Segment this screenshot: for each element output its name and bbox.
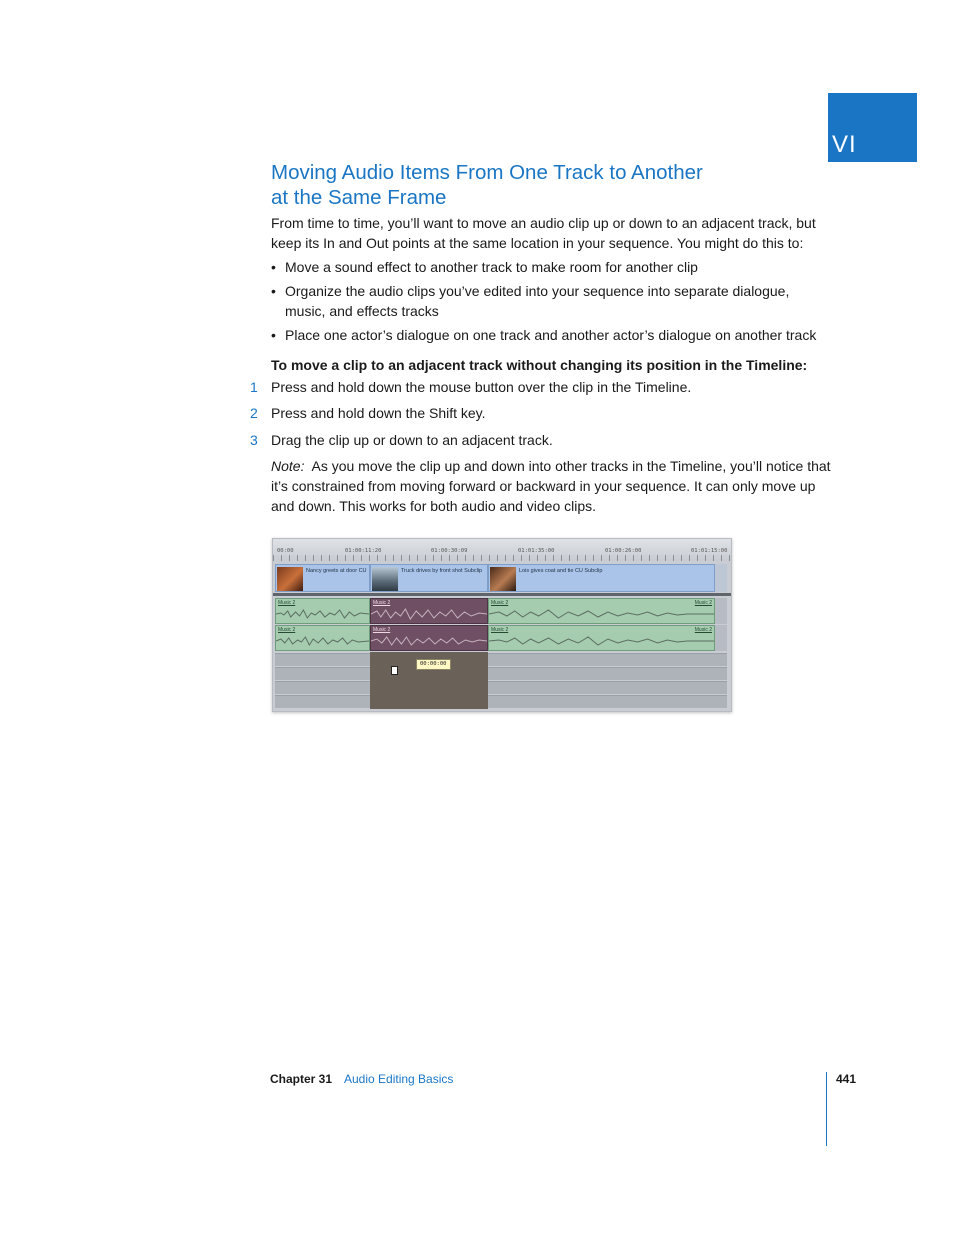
footer-chapter-title: Audio Editing Basics [344,1072,454,1086]
empty-track [275,695,727,708]
clip-thumbnail [277,567,303,591]
bullet-dot: • [271,327,276,343]
timeline-screenshot [272,538,732,712]
clip-label: Music 2 [278,627,296,633]
note-text: As you move the clip up and down into other tracks in the Timeline, you’ll notice that it’s constrained from moving forward or backward in your sequence. It can only move up and down. This works for both audio and video clips. [271,458,831,514]
clip-label: Music 2 [694,627,712,633]
section-title [271,160,791,210]
bullet-item [271,257,831,277]
clip-label: Truck drives by front shot Subclip [401,568,483,574]
step-2 [250,403,486,423]
page-number: 441 [836,1072,857,1086]
ruler-tick: 01:00:11:20 [345,548,382,554]
waveform [371,608,487,620]
waveform [371,635,487,647]
waveform [489,635,714,647]
bullet-text: Move a sound effect to another track to make room for another clip [285,259,698,275]
ruler-tick: 01:00:30:09 [431,548,468,554]
clip-label: Lois gives coat and tie CU Subclip [519,568,603,574]
bullet-text: Organize the audio clips you’ve edited into your sequence into separate dialogue, music, and effects tracks [285,283,790,319]
bullet-text: Place one actor’s dialogue on one track and another actor’s dialogue on another track [285,327,817,343]
step-number: 1 [250,379,258,395]
audio-clip-selected[interactable] [370,625,488,651]
timeline-ruler [273,539,731,561]
ruler-tick: 00:00 [277,548,294,554]
title-line-2: at the Same Frame [271,186,447,209]
timecode-popup: 00:00:00 [416,659,451,670]
bullet-dot: • [271,259,276,275]
empty-track [275,681,727,694]
bullet-list [271,257,831,349]
step-text: Press and hold down the mouse button over the clip in the Timeline. [271,379,692,395]
intro-paragraph: From time to time, you’ll want to move an audio clip up or down to an adjacent track, but keep its In and Out points at the same location in your sequence. You might do this to: [271,215,816,251]
empty-track [275,667,727,680]
clip-label: Music 2 [278,600,296,606]
part-tab [828,93,917,162]
video-clip[interactable] [275,564,370,592]
step-1 [250,377,691,397]
audio-track-2 [275,625,727,651]
clip-label: Music 2 [491,600,509,606]
audio-clip[interactable] [275,598,370,624]
audio-clip[interactable] [488,598,715,624]
clip-label: Nancy greets at door CU [306,568,367,574]
audio-clip-selected[interactable] [370,598,488,624]
waveform [276,608,369,620]
ruler-tick: 01:01:35:00 [518,548,555,554]
video-clip[interactable] [488,564,715,592]
track-separator [273,593,731,596]
note-paragraph [271,456,831,516]
step-number: 2 [250,405,258,421]
clip-thumbnail [490,567,516,591]
bullet-item [271,325,831,345]
step-text: Press and hold down the Shift key. [271,405,486,421]
audio-clip[interactable] [488,625,715,651]
video-track [275,564,727,592]
bullet-dot: • [271,283,276,299]
waveform [276,635,369,647]
clip-label: Music 2 [491,627,509,633]
waveform [489,608,714,620]
footer-divider [826,1072,827,1146]
bullet-item [271,281,831,321]
footer-chapter: Chapter 31 [270,1072,333,1086]
step-3 [250,430,553,450]
clip-label: Music 2 [373,627,391,633]
audio-clip[interactable] [275,625,370,651]
procedure-heading: To move a clip to an adjacent track without changing its position in the Timeline: [271,357,808,373]
part-number: VI [832,131,857,158]
ruler-tick: 01:01:15:00 [691,548,728,554]
video-clip[interactable] [370,564,488,592]
empty-track [275,653,727,666]
step-text: Drag the clip up or down to an adjacent track. [271,432,553,448]
clip-label: Music 2 [694,600,712,606]
drag-cursor-icon [391,666,398,675]
clip-thumbnail [372,567,398,591]
note-label: Note: [271,458,305,474]
audio-track-1 [275,598,727,624]
ruler-marks [273,555,731,561]
clip-label: Music 2 [373,600,391,606]
step-number: 3 [250,432,258,448]
ruler-tick: 01:00:26:00 [605,548,642,554]
title-line-1: Moving Audio Items From One Track to Another [271,161,703,184]
